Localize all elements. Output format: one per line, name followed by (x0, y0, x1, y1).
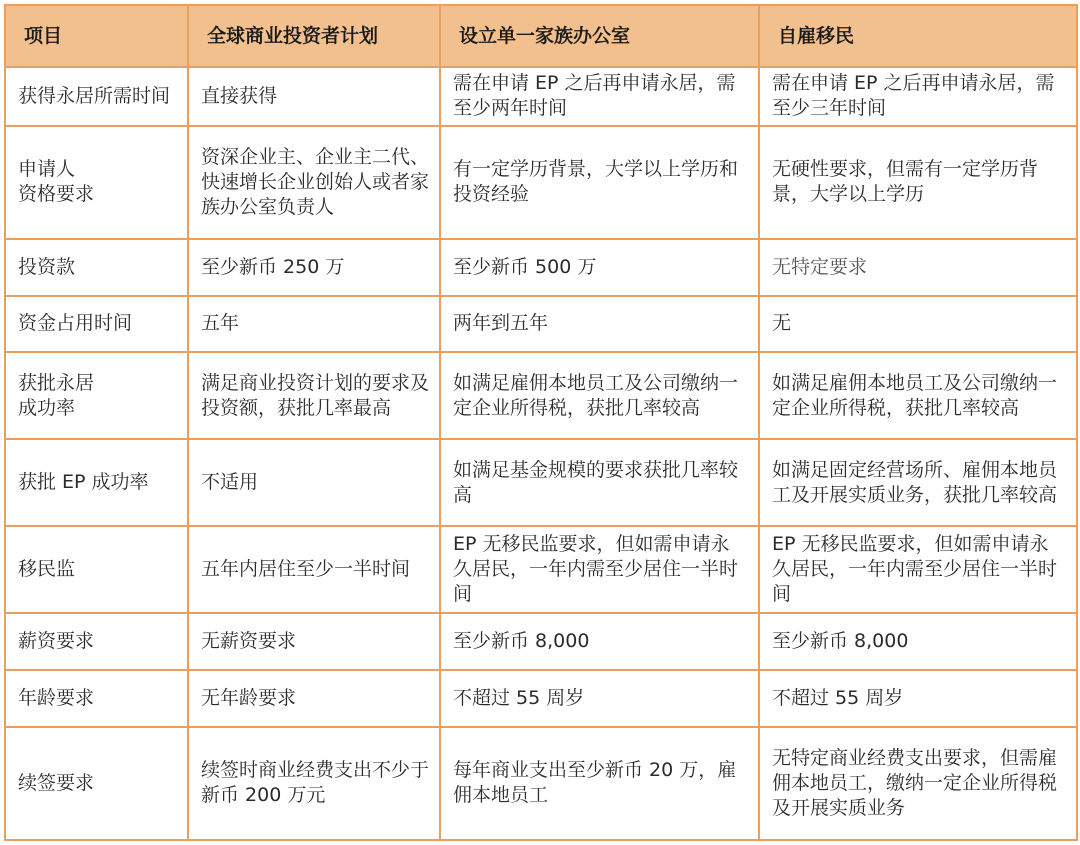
table-cell: 不超过 55 周岁 (440, 670, 759, 727)
table-cell: 满足商业投资计划的要求及投资额，获批几率最高 (188, 352, 440, 439)
table-cell: 不超过 55 周岁 (759, 670, 1077, 727)
table-cell: 有一定学历背景，大学以上学历和投资经验 (440, 126, 759, 239)
header-gip: 全球商业投资者计划 (188, 5, 440, 67)
table-cell: 每年商业支出至少新币 20 万，雇佣本地员工 (440, 727, 759, 840)
table-cell: 五年内居住至少一半时间 (188, 526, 440, 613)
table-cell: 至少新币 8,000 (759, 613, 1077, 670)
table-cell: 两年到五年 (440, 296, 759, 353)
table-cell: 至少新币 250 万 (188, 239, 440, 296)
table-row (5, 439, 1077, 526)
row-label: 薪资要求 (5, 613, 188, 670)
table-cell: 无硬性要求，但需有一定学历背景，大学以上学历 (759, 126, 1077, 239)
table-cell: 如满足雇佣本地员工及公司缴纳一定企业所得税，获批几率较高 (440, 352, 759, 439)
table-cell: 无特定商业经费支出要求，但需雇佣本地员工，缴纳一定企业所得税及开展实质业务 (759, 727, 1077, 840)
table-row (5, 727, 1077, 840)
table-cell: 需在申请 EP 之后再申请永居，需至少两年时间 (440, 67, 759, 126)
row-label: 获批 EP 成功率 (5, 439, 188, 526)
table-row (5, 296, 1077, 353)
row-label: 申请人 资格要求 (5, 126, 188, 239)
table-cell: EP 无移民监要求，但如需申请永久居民，一年内需至少居住一半时间 (440, 526, 759, 613)
table-cell: 无特定要求 (759, 239, 1077, 296)
table-row (5, 352, 1077, 439)
table-cell: 资深企业主、企业主二代、快速增长企业创始人或者家族办公室负责人 (188, 126, 440, 239)
table-cell: 如满足基金规模的要求获批几率较高 (440, 439, 759, 526)
row-label: 获批永居 成功率 (5, 352, 188, 439)
table-row (5, 67, 1077, 126)
table-cell: 无 (759, 296, 1077, 353)
header-item: 项目 (5, 5, 188, 67)
table-cell: 无年龄要求 (188, 670, 440, 727)
row-label: 续签要求 (5, 727, 188, 840)
row-label: 获得永居所需时间 (5, 67, 188, 126)
table-cell: 如满足固定经营场所、雇佣本地员工及开展实质业务，获批几率较高 (759, 439, 1077, 526)
comparison-table-wrapper (4, 4, 1076, 841)
row-label: 投资款 (5, 239, 188, 296)
table-cell: 至少新币 500 万 (440, 239, 759, 296)
row-label: 年龄要求 (5, 670, 188, 727)
table-row (5, 239, 1077, 296)
immigration-comparison-table (4, 4, 1078, 841)
table-row (5, 670, 1077, 727)
table-cell: EP 无移民监要求，但如需申请永久居民，一年内需至少居住一半时间 (759, 526, 1077, 613)
table-cell: 五年 (188, 296, 440, 353)
table-header-row (5, 5, 1077, 67)
table-cell: 需在申请 EP 之后再申请永居，需至少三年时间 (759, 67, 1077, 126)
row-label: 移民监 (5, 526, 188, 613)
table-row (5, 613, 1077, 670)
table-cell: 无薪资要求 (188, 613, 440, 670)
row-label: 资金占用时间 (5, 296, 188, 353)
table-cell: 续签时商业经费支出不少于新币 200 万元 (188, 727, 440, 840)
table-row (5, 126, 1077, 239)
header-self-employed: 自雇移民 (759, 5, 1077, 67)
table-row (5, 526, 1077, 613)
table-cell: 如满足雇佣本地员工及公司缴纳一定企业所得税，获批几率较高 (759, 352, 1077, 439)
table-cell: 不适用 (188, 439, 440, 526)
table-cell: 直接获得 (188, 67, 440, 126)
header-family-office: 设立单一家族办公室 (440, 5, 759, 67)
table-cell: 至少新币 8,000 (440, 613, 759, 670)
